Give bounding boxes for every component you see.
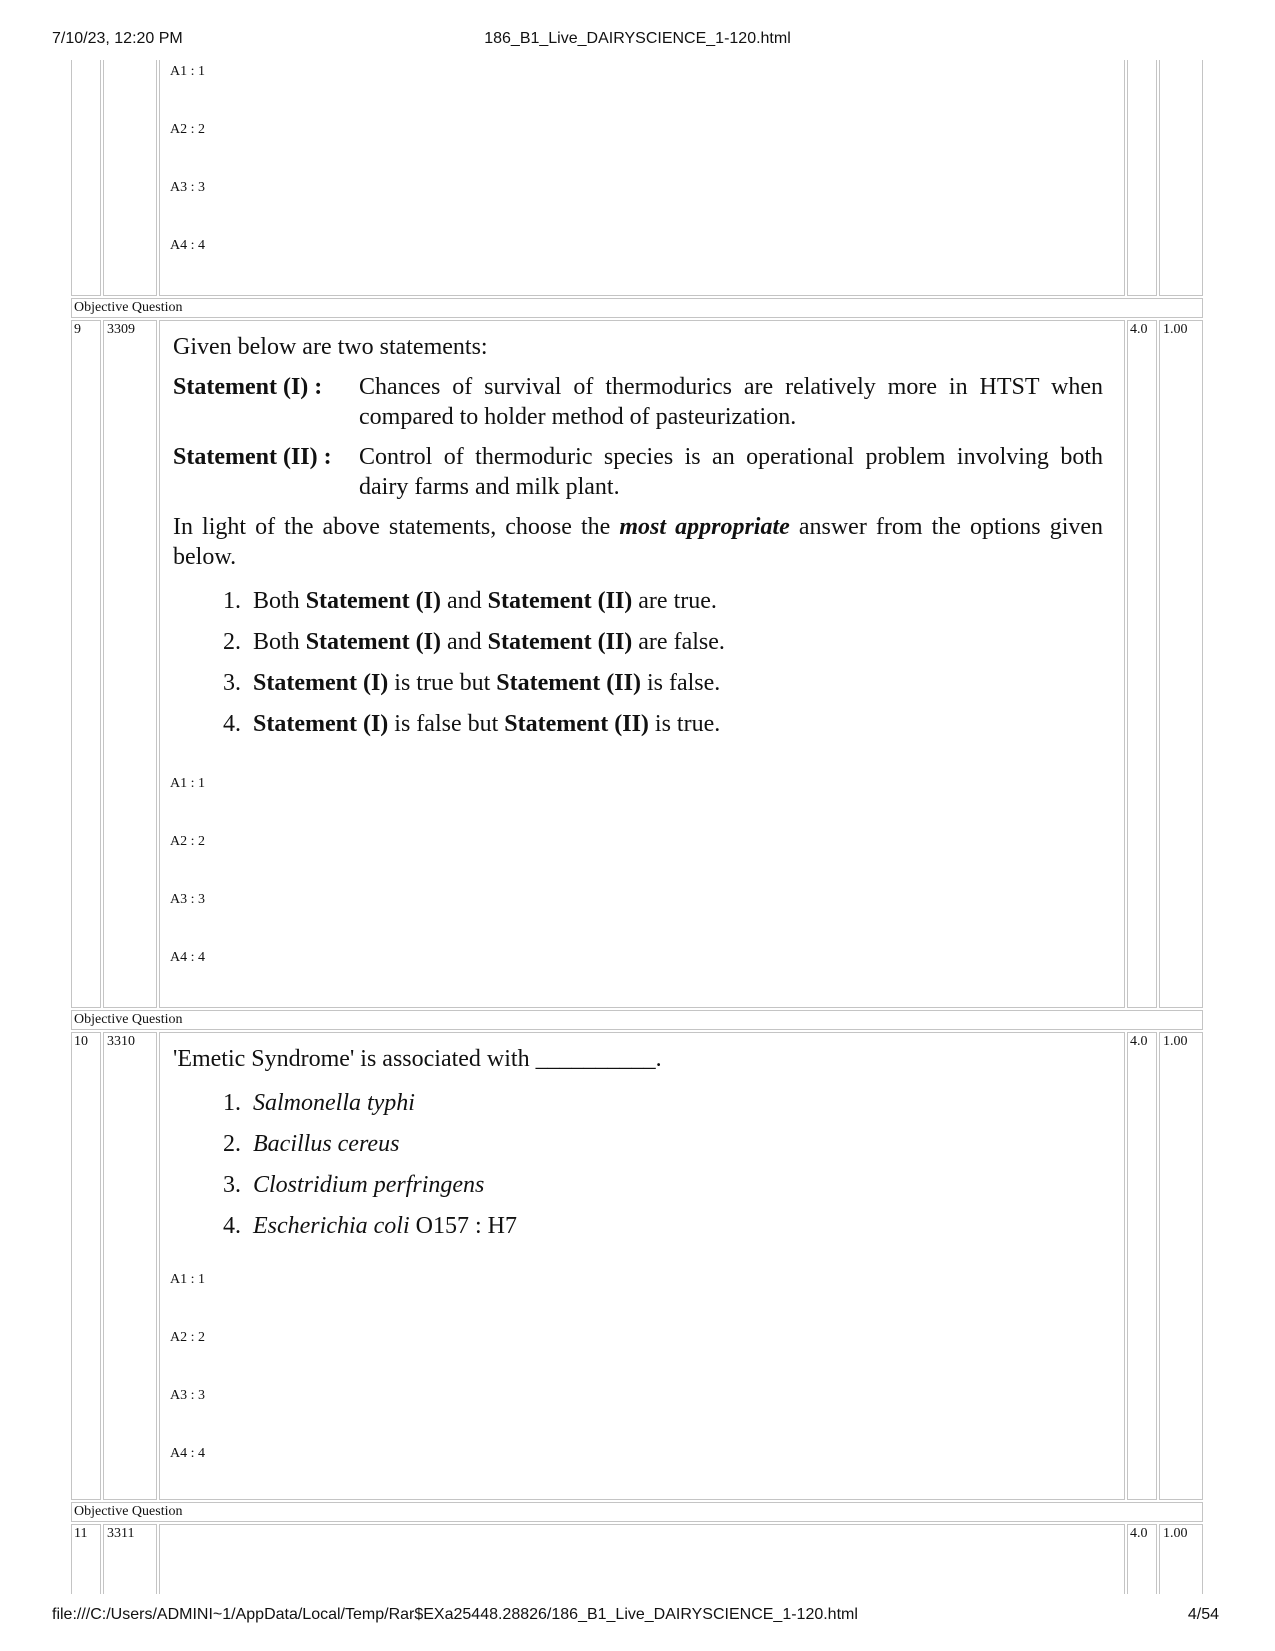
answer-option: A4 : 4 — [170, 950, 205, 965]
question-body — [173, 332, 1103, 744]
option-number: 3. — [223, 669, 241, 696]
question-cell — [159, 1524, 1125, 1594]
option-item: 4. Statement (I) is false but Statement (II) is true. — [173, 703, 1103, 744]
option-number: 4. — [223, 1212, 241, 1239]
instruction-text: In light of the above statements, choose the — [173, 514, 620, 540]
question-type-label: Objective Question — [71, 298, 1203, 318]
statement-label: Statement (I) : — [173, 374, 323, 400]
option-number: 1. — [223, 587, 241, 614]
question-id: 3309 — [107, 322, 135, 337]
marks-cell — [1127, 320, 1157, 1008]
negative-marks-cell — [1159, 320, 1203, 1008]
print-title: 186_B1_Live_DAIRYSCIENCE_1-120.html — [484, 30, 791, 47]
answer-option: A4 : 4 — [170, 1446, 205, 1461]
option-list — [173, 580, 1103, 744]
option-item: 3. Statement (I) is true but Statement (II) is false. — [173, 662, 1103, 703]
question-cell — [159, 60, 1125, 296]
question-type-label: Objective Question — [71, 1502, 1203, 1522]
sno-cell — [71, 320, 101, 1008]
option-number: 4. — [223, 710, 241, 737]
instruction-text: answer from the options given below. — [173, 514, 1104, 570]
negative-marks-cell — [1159, 60, 1203, 296]
statement-text: Chances of survival of thermodurics are relatively more in HTST when compared to holder method of pasteurization. — [359, 374, 1103, 430]
instruction-emphasis: most appropriate — [619, 514, 790, 540]
marks: 4.0 — [1130, 1034, 1148, 1049]
option-number: 3. — [223, 1171, 241, 1198]
option-number: 2. — [223, 628, 241, 655]
marks: 4.0 — [1130, 1526, 1148, 1541]
option-item: 1. Both Statement (I) and Statement (II) are true. — [173, 580, 1103, 621]
negative-marks: 1.00 — [1163, 1526, 1188, 1541]
option-list — [173, 1082, 1103, 1246]
statement-1 — [173, 372, 1103, 432]
answer-option: A2 : 2 — [170, 834, 205, 849]
option-item: 2. Both Statement (I) and Statement (II) are false. — [173, 621, 1103, 662]
marks-cell — [1127, 1032, 1157, 1500]
answer-option: A3 : 3 — [170, 180, 205, 195]
serial-number: 10 — [74, 1034, 88, 1049]
answer-option: A3 : 3 — [170, 892, 205, 907]
option-item: 4. Escherichia coli O157 : H7 — [173, 1205, 1103, 1246]
page-number: 4/54 — [1187, 1606, 1219, 1623]
answer-option: A3 : 3 — [170, 1388, 205, 1403]
option-item: 2. Bacillus cereus — [173, 1123, 1103, 1164]
option-number: 2. — [223, 1130, 241, 1157]
answer-option: A2 : 2 — [170, 1330, 205, 1345]
answer-option: A4 : 4 — [170, 238, 205, 253]
option-item: 1. Salmonella typhi — [173, 1082, 1103, 1123]
question-body — [173, 1044, 1103, 1246]
qid-cell — [103, 60, 157, 296]
qid-cell — [103, 1032, 157, 1500]
question-type-label: Objective Question — [71, 1010, 1203, 1030]
sno-cell — [71, 60, 101, 296]
option-number: 1. — [223, 1089, 241, 1116]
question-intro: Given below are two statements: — [173, 334, 488, 360]
answer-option: A1 : 1 — [170, 64, 205, 79]
serial-number: 9 — [74, 322, 81, 337]
statement-text: Control of thermoduric species is an operational problem involving both dairy farms and milk plant. — [359, 444, 1103, 500]
marks-cell — [1127, 60, 1157, 296]
statement-2 — [173, 442, 1103, 502]
marks: 4.0 — [1130, 322, 1148, 337]
answer-option: A2 : 2 — [170, 122, 205, 137]
print-datetime: 7/10/23, 12:20 PM — [52, 30, 183, 47]
sno-cell — [71, 1032, 101, 1500]
serial-number: 11 — [74, 1526, 88, 1541]
negative-marks: 1.00 — [1163, 1034, 1188, 1049]
negative-marks-cell — [1159, 1032, 1203, 1500]
question-id: 3310 — [107, 1034, 135, 1049]
answer-option: A1 : 1 — [170, 776, 205, 791]
answer-option: A1 : 1 — [170, 1272, 205, 1287]
question-text: 'Emetic Syndrome' is associated with __________. — [173, 1046, 662, 1072]
statement-label: Statement (II) : — [173, 444, 332, 470]
negative-marks: 1.00 — [1163, 322, 1188, 337]
option-item: 3. Clostridium perfringens — [173, 1164, 1103, 1205]
qid-cell — [103, 320, 157, 1008]
question-instruction — [173, 512, 1103, 572]
question-id: 3311 — [107, 1526, 135, 1541]
file-path: file:///C:/Users/ADMINI~1/AppData/Local/Temp/Rar$EXa25448.28826/186_B1_Live_DAIRYSCIENCE_1-120.html — [52, 1606, 858, 1623]
